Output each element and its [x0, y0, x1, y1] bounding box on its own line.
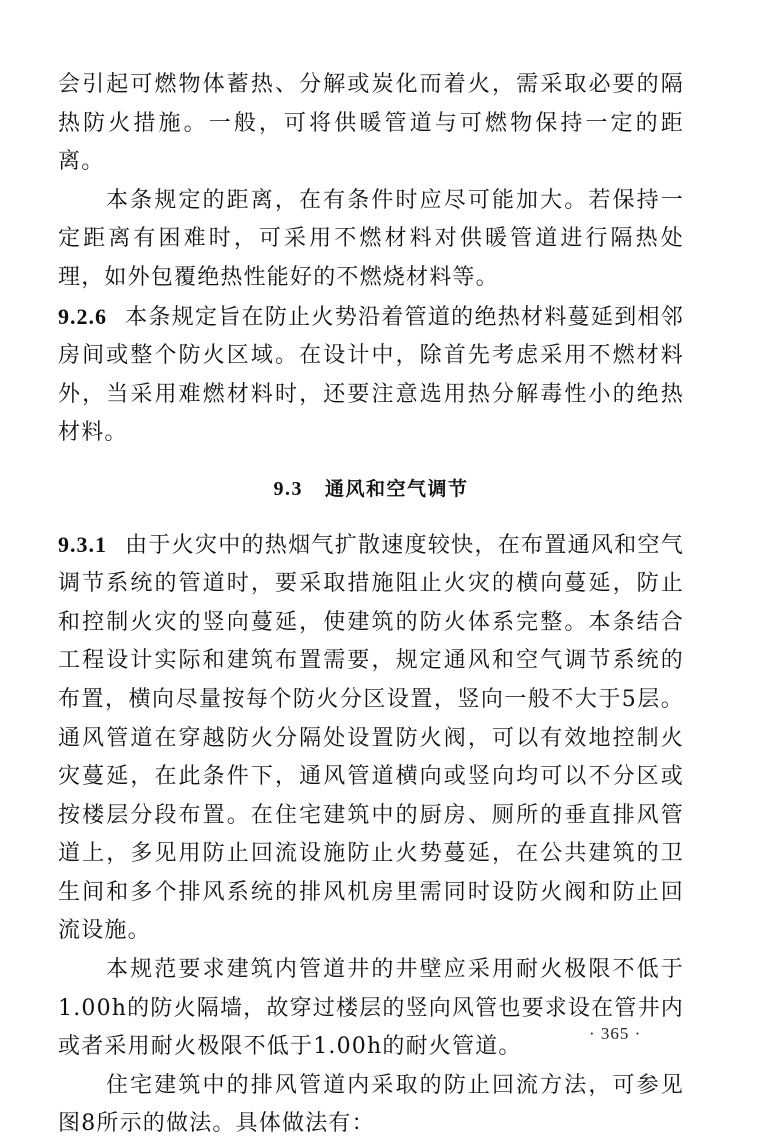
clause-number: 9.3.1 [58, 531, 107, 557]
clause-number: 9.2.6 [58, 303, 107, 329]
clause-text: 由于火灾中的热烟气扩散速度较快，在布置通风和空气调节系统的管道时，要采取措施阻止火灾的横向蔓延，防止和控制火灾的竖向蔓延，使建筑的防火体系完整。本条结合工程设计实际和建筑布置需要，规定通风和空气调节系统的布置，横向尽量按每个防火分区设置，竖向一般不大于5层。通风管道在穿越防火分隔处设置防火阀，可以有效地控制火灾蔓延，在此条件下，通风管道横向或竖向均可以不分区或按楼层分段布置。在住宅建筑中的厨房、厕所的垂直排风管道上，多见用防止回流设施防止火势蔓延，在公共建筑的卫生间和多个排风系统的排风机房里需同时设防火阀和防止回流设施。 [58, 532, 684, 944]
section-heading [58, 470, 684, 509]
section-number: 9.3 [273, 477, 303, 500]
document-page [58, 66, 684, 1144]
clause-9-3-1 [58, 526, 684, 952]
section-title: 通风和空气调节 [324, 477, 469, 500]
page-number: · 365 · [589, 1024, 642, 1043]
paragraph-shaft-requirement: 本规范要求建筑内管道井的井壁应采用耐火极限不低于1.00h的防火隔墙，故穿过楼层的竖向风管也要求设在管井内或者采用耐火极限不低于1.00h的耐火管道。 [58, 957, 684, 1060]
paragraph-continuation: 会引起可燃物体蓄热、分解或炭化而着火，需采取必要的隔热防火措施。一般，可将供暖管道与可燃物保持一定的距离。 [58, 72, 684, 175]
clause-9-2-6 [58, 298, 684, 453]
clause-text: 本条规定旨在防止火势沿着管道的绝热材料蔓延到相邻房间或整个防火区域。在设计中，除首先考虑采用不燃材料外，当采用难燃材料时，还要注意选用热分解毒性小的绝热材料。 [58, 304, 684, 446]
paragraph-backflow-method: 住宅建筑中的排风管道内采取的防止回流方法，可参见图8所示的做法。具体做法有： [58, 1072, 684, 1137]
paragraph-distance-note: 本条规定的距离，在有条件时应尽可能加大。若保持一定距离有困难时，可采用不燃材料对供暖管道进行隔热处理，如外包覆绝热性能好的不燃烧材料等。 [58, 187, 684, 290]
